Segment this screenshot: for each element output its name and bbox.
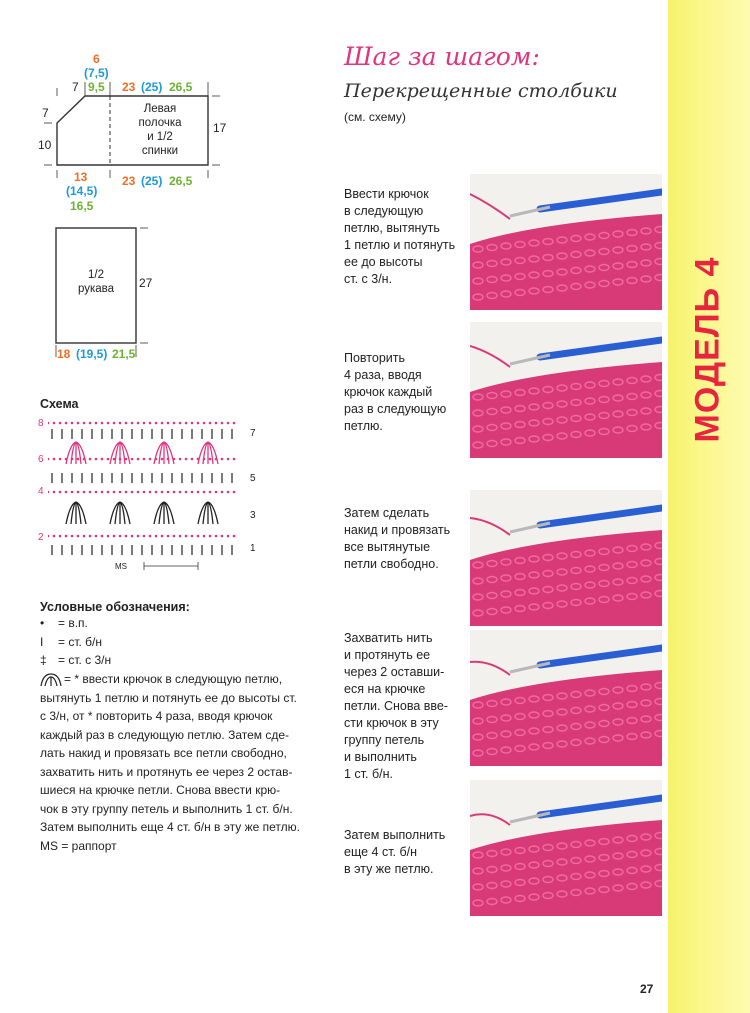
sleeve-width-size3: 21,5 — [112, 347, 136, 361]
treble-symbol: ‡ — [40, 653, 47, 667]
front-caption-line: полочка — [138, 117, 182, 129]
front-caption-line: спинки — [141, 145, 179, 157]
page-subtitle: Перекрещенные столбики — [344, 80, 618, 102]
bottom-size2: (14,5) — [66, 184, 98, 198]
sidebar-band — [668, 0, 750, 1013]
repeat-label: MS — [115, 562, 127, 571]
cluster-line: чок в эту группу петель и выполнить 1 ст. б/н. — [40, 801, 293, 816]
step-4-text: Захватить нить и протянуть ее через 2 оставши- еся на крючке петли. Снова вве- сти крючок в эту группу петель и выполнить 1 ст. б/н. — [344, 631, 449, 781]
step-photo-2 — [470, 322, 662, 458]
page-number: 27 — [640, 982, 654, 996]
front-caption-line: и 1/2 — [147, 131, 173, 143]
sleeve-caption — [56, 268, 136, 296]
step-1-text: Ввести крючок в следующую петлю, вытянуть 1 петлю и потянуть ее до высоты ст. с 3/н. — [344, 187, 456, 286]
bottom-width-size1: 23 — [122, 174, 136, 188]
cluster-line: каждый раз в следующую петлю. Затем сде- — [40, 727, 290, 742]
step-photo-1 — [470, 174, 662, 310]
model-title-vertical — [678, 244, 738, 454]
sleeve-width-size1: 18 — [57, 347, 71, 361]
cluster-line: шиеся на крючке петли. Снова ввести крю- — [40, 783, 281, 797]
width-size3: 26,5 — [169, 80, 193, 94]
lower-side-label: 10 — [38, 138, 52, 152]
step-photo-4 — [470, 630, 662, 766]
shoulder-label: 7 — [72, 80, 79, 94]
sleeve-caption-line: 1/2 — [88, 269, 104, 281]
cluster-line: лать накид и провязать все петли свободно, — [40, 746, 287, 760]
front-caption-line: Левая — [143, 103, 177, 115]
step-2-text: Повторить 4 раза, вводя крючок каждый раз в следующую петлю. — [344, 351, 447, 433]
bottom-width-size2: (25) — [141, 174, 163, 188]
sleeve-length-label: 27 — [139, 276, 153, 290]
legend-list — [40, 614, 111, 670]
cluster-line: = * ввести крючок в следующую петлю, — [64, 672, 283, 686]
cluster-line: Затем выполнить еще 4 ст. б/н в эту же петлю. — [40, 820, 300, 834]
row-number-left: 4 — [38, 486, 44, 497]
cluster-line: вытянуть 1 петлю и потянуть ее до высоты ст. — [40, 690, 297, 705]
scheme-reference: (см. схему) — [344, 110, 406, 124]
bottom-size3: 16,5 — [70, 199, 94, 213]
step-3-text: Затем сделать накид и провязать все вытянутые петли свободно. — [344, 506, 451, 571]
front-piece-caption — [112, 102, 208, 158]
dot-symbol: • — [40, 616, 45, 630]
cluster-line: захватить нить и протянуть ее через 2 остав- — [40, 764, 293, 779]
cluster-line: MS = раппорт — [40, 838, 117, 853]
sleeve-caption-line: рукава — [77, 283, 115, 295]
width-size1: 23 — [122, 80, 136, 94]
page-title: Шаг за шагом: — [344, 42, 540, 71]
model-title-text: МОДЕЛЬ 4 — [688, 256, 727, 442]
cluster-description — [40, 670, 320, 855]
neck-width-size1: 6 — [93, 52, 100, 66]
neck-depth-label: 7 — [42, 106, 49, 120]
step-photo-5 — [470, 780, 662, 916]
sleeve-width-size2: (19,5) — [76, 347, 108, 361]
legend-title: Условные обозначения: — [40, 600, 190, 614]
bottom-width-size3: 26,5 — [169, 174, 193, 188]
single-crochet-symbol: I — [40, 634, 44, 649]
row-number-right: 1 — [250, 543, 256, 554]
bottom-size1: 13 — [74, 170, 88, 184]
step-photo-3 — [470, 490, 662, 626]
legend-item: • = в.п. — [40, 614, 111, 633]
row-number-left: 6 — [38, 454, 44, 465]
crochet-chart — [48, 416, 248, 576]
step-5-text: Затем выполнить еще 4 ст. б/н в эту же петлю. — [344, 828, 446, 876]
neck-width-size3: 9,5 — [88, 80, 105, 94]
front-height-label: 17 — [213, 121, 227, 135]
neck-width-size2: (7,5) — [84, 66, 109, 80]
row-number-right: 7 — [250, 428, 256, 439]
legend-item: ‡ = ст. с 3/н — [40, 651, 111, 670]
row-number-right: 3 — [250, 510, 256, 521]
cluster-line: с 3/н, от * повторить 4 раза, вводя крючок — [40, 709, 273, 723]
schema-title: Схема — [40, 397, 79, 411]
row-number-left: 2 — [38, 532, 44, 543]
row-number-left: 8 — [38, 418, 44, 429]
width-size2: (25) — [141, 80, 163, 94]
row-number-right: 5 — [250, 473, 256, 484]
legend-item: I = ст. б/н — [40, 633, 111, 652]
